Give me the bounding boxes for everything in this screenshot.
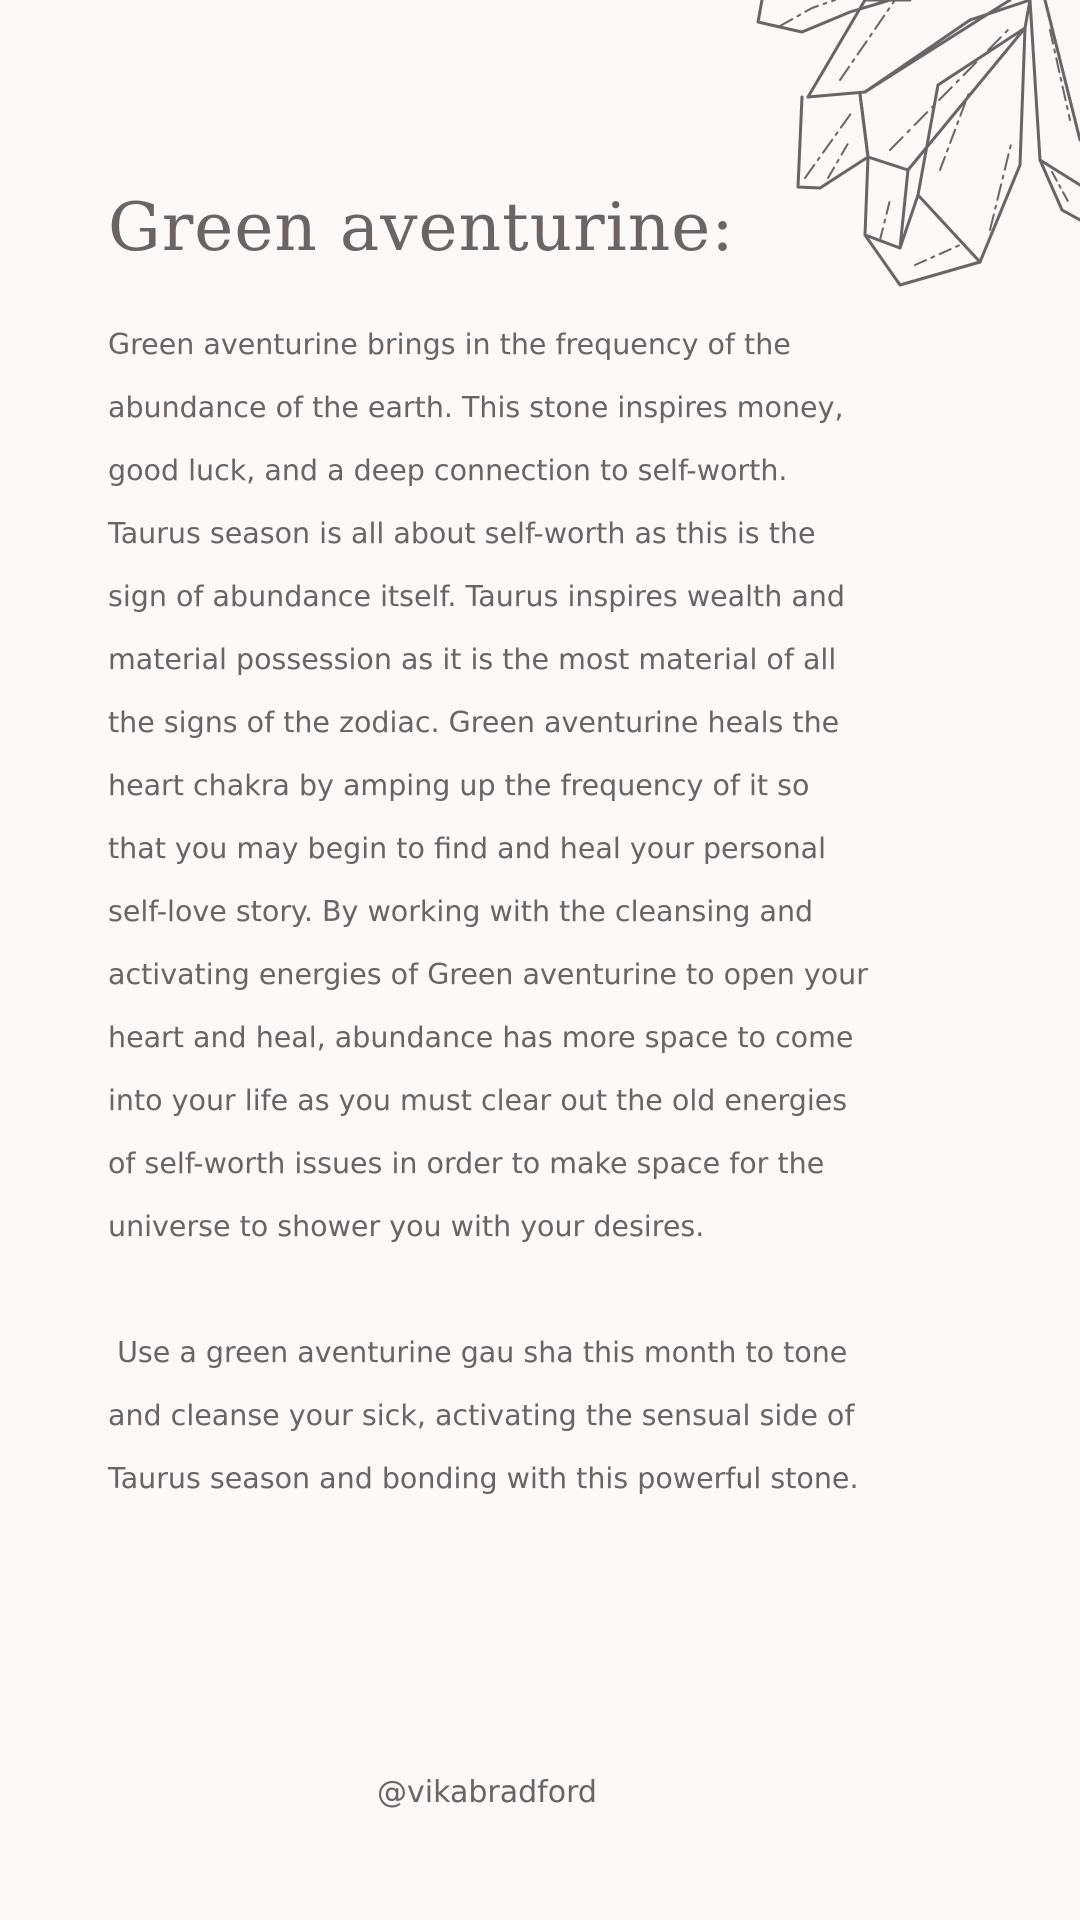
page-title: Green aventurine: — [108, 189, 735, 266]
paragraph-spacer — [108, 1258, 870, 1321]
author-handle: @vikabradford — [377, 1775, 597, 1810]
article-body — [108, 313, 870, 1510]
paragraph-main: Green aventurine brings in the frequency of the abundance of the earth. This stone inspires money, good luck, and a deep connection to self-worth. Taurus season is all about self-worth as this is the sign of abundance itself. Taurus inspires wealth and material possession as it is the most material of all the signs of the zodiac. Green aventurine heals the heart chakra by amping up the frequency of it so that you may begin to find and heal your personal self-love story. By working with the cleansing and activating energies of Green aventurine to open your heart and heal, abundance has more space to come into your life as you must clear out the old energies of self-worth issues in order to make space for the universe to shower you with your desires. — [108, 328, 868, 1243]
paragraph-usage: Use a green aventurine gau sha this month to tone and cleanse your sick, activating the sensual side of Taurus season and bonding with this powerful stone. — [108, 1336, 864, 1495]
crystal-cluster-icon — [740, 0, 1080, 310]
